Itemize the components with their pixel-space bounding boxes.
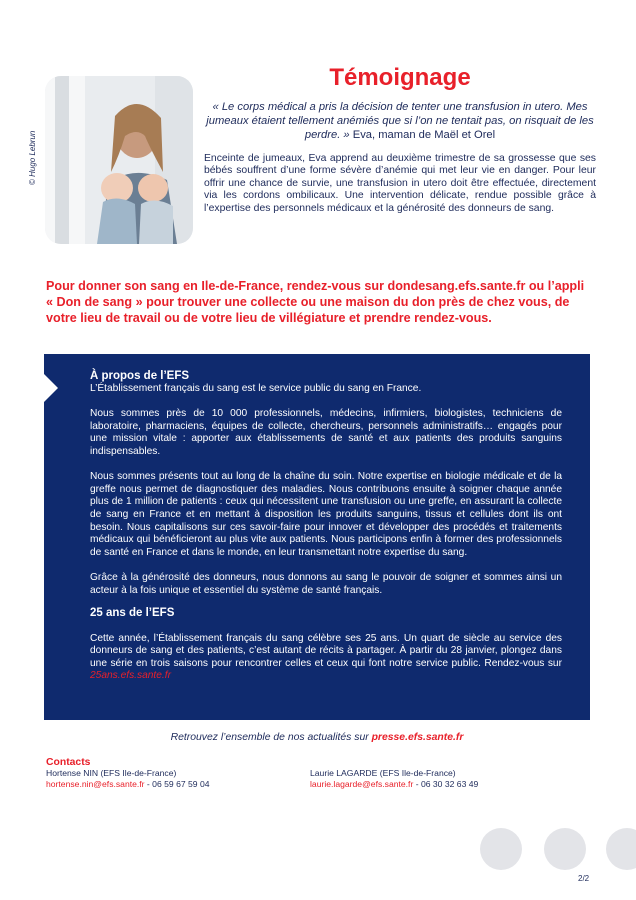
about-efs-panel xyxy=(44,354,590,720)
about-heading: À propos de l’EFS xyxy=(90,370,190,382)
press-link[interactable]: presse.efs.sante.fr xyxy=(371,732,464,743)
contact-name: Laurie LAGARDE (EFS Ile-de-France) xyxy=(310,768,456,778)
anniversary-link[interactable]: 25ans.efs.sante.fr xyxy=(90,670,171,682)
contact-card xyxy=(310,768,478,790)
press-footer xyxy=(44,732,590,743)
about-paragraph-1: L’Établissement français du sang est le service public du sang en France. xyxy=(90,383,422,394)
contact-phone: - 06 30 32 63 49 xyxy=(413,779,479,789)
mother-with-twins-image xyxy=(45,76,193,244)
decorative-circle xyxy=(480,828,522,870)
quote-text: « Le corps médical a pris la décision de tenter une transfusion in utero. Mes jumeaux étaient tellement anémiés que si l’on ne tentait pas, on risquait de les perdre. » xyxy=(206,101,594,141)
contact-email[interactable]: laurie.lagarde@efs.sante.fr xyxy=(310,779,414,789)
testimony-story: Enceinte de jumeaux, Eva apprend au deuxième trimestre de sa grossesse que ses bébés souffrent d’une forme sévère d’anémie qui met leur vie en danger. Pour leur offrir une chance de survie, une transfusion in utero doit être effectuée, directement via les cordons ombilicaux. Une intervention délicate, rendue possible grâce à l’expertise des personnels médicaux et la générosité des donneurs de sang. xyxy=(204,153,596,214)
page-number: 2/2 xyxy=(578,874,590,883)
contacts-title: Contacts xyxy=(46,757,91,768)
contact-phone: - 06 59 67 59 04 xyxy=(144,779,210,789)
quote-author: Eva, maman de Maël et Orel xyxy=(349,129,496,141)
anniversary-body: Cette année, l’Établissement français du sang célèbre ses 25 ans. Un quart de siècle au service des donneurs de sang et des patients, c’est autant de récits à partager. À partir du 28 janvier, plongez dans une série en trois saisons pour rencontrer celles et ceux qui font notre service public. Rendez-vous sur xyxy=(90,632,562,669)
contact-name: Hortense NIN (EFS Ile-de-France) xyxy=(46,768,177,778)
press-footer-text: Retrouvez l’ensemble de nos actualités sur xyxy=(170,732,372,743)
about-paragraph-2: Nous sommes près de 10 000 professionnels, médecins, infirmiers, biologistes, techniciens de laboratoire, pharmaciens, équipes de collecte, chercheurs, personnels administratifs… engagés pour une mission vitale : apporter aux établissements de santé et aux patients des produits sanguins indispensables. xyxy=(90,408,562,457)
testimony-photo xyxy=(45,76,193,244)
photo-credit: © Hugo Lebrun xyxy=(28,130,37,185)
panel-arrow-icon xyxy=(44,374,58,402)
testimony-quote xyxy=(205,100,595,142)
about-paragraph-4: Grâce à la générosité des donneurs, nous donnons au sang le pouvoir de soigner et sommes ainsi un acteur à la fois unique et essentiel du système de santé français. xyxy=(90,571,562,596)
about-paragraph-3: Nous sommes présents tout au long de la chaîne du soin. Notre expertise en biologie médicale et de la greffe nous permet de diagnostiquer des maladies. Nous contribuons ensuite à soigner chaque année plus de 1 million de patients : ceux qui nécessitent une transfusion ou une greffe, en assurant la collecte de sang en France et en mettant à disposition les produits sanguins, tissus et cellules dont ils ont besoin. Nous capitalisons sur ces savoir-faire pour innover et développer des procédés et traitements médicaux qui bénéficieront au plus vite aux patients. Nous participons enfin à former des professionnels de santé en France et dans le monde, en leur transmettant notre expertise du sang. xyxy=(90,471,562,558)
anniversary-text xyxy=(90,633,562,683)
decorative-circle xyxy=(606,828,636,870)
decorative-circle xyxy=(544,828,586,870)
contact-card xyxy=(46,768,210,790)
contact-email[interactable]: hortense.nin@efs.sante.fr xyxy=(46,779,145,789)
donation-call-to-action: Pour donner son sang en Ile-de-France, rendez-vous sur dondesang.efs.sante.fr ou l’appli « Don de sang » pour trouver une collecte ou une maison du don près de chez vous, de votre lieu de travail ou de votre lieu de villégiature et prendre rendez-vous. xyxy=(46,279,585,325)
testimony-title: Témoignage xyxy=(329,64,471,91)
anniversary-heading: 25 ans de l’EFS xyxy=(90,607,175,620)
